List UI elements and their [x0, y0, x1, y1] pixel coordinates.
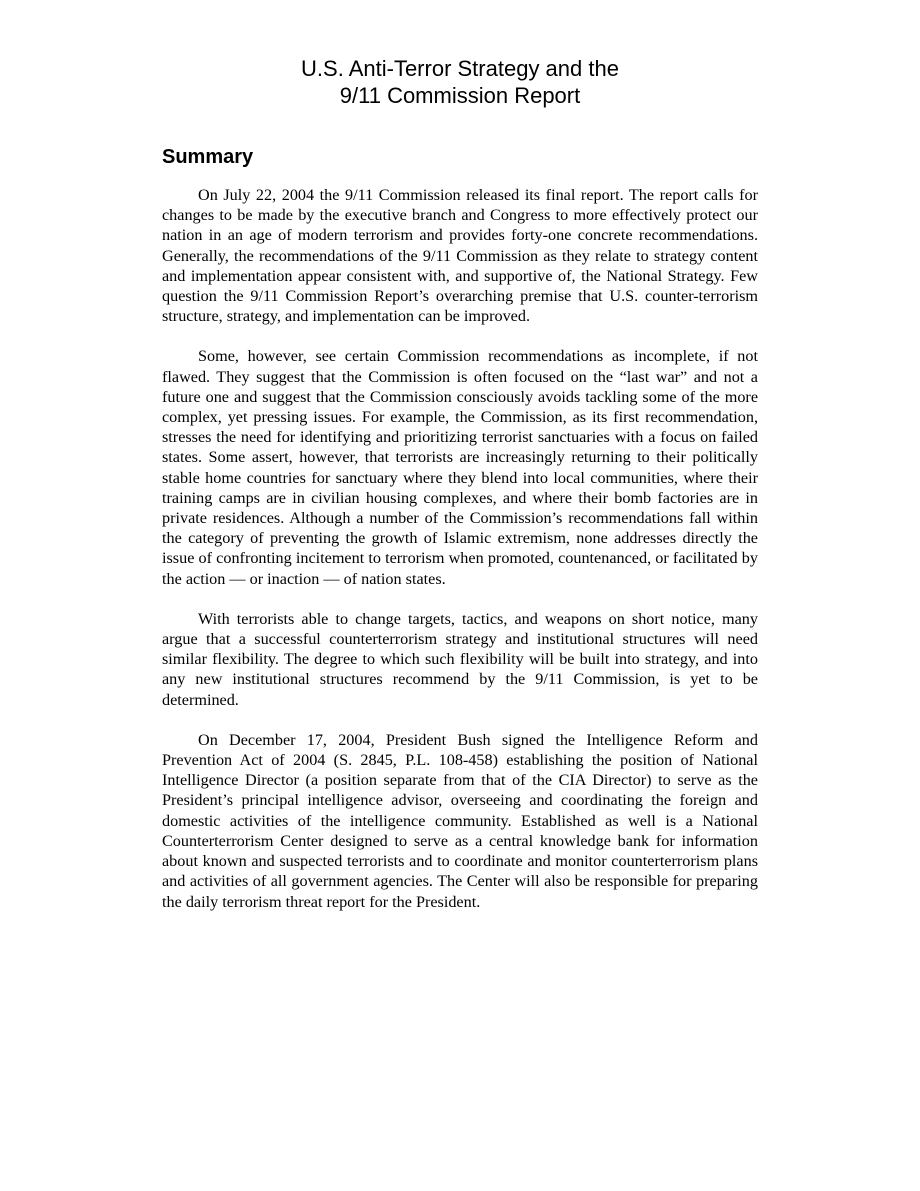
paragraph-3: With terrorists able to change targets, tactics, and weapons on short notice, many argue that a successful counterterrorism strategy and institutional structures will need similar flexibility. The degree to which such flexibility will be built into strategy, and into any new institutional structures recommend by the 9/11 Commission, is yet to be determined.: [162, 609, 758, 709]
document-title: [162, 55, 758, 109]
paragraph-2: Some, however, see certain Commission recommendations as incomplete, if not flawed. They suggest that the Commission is often focused on the “last war” and not a future one and suggest that the Commission consciously avoids tackling some of the more complex, yet pressing issues. For example, the Commission, as its first recommendation, stresses the need for identifying and prioritizing terrorist sanctuaries with a focus on failed states. Some assert, however, that terrorists are increasingly returning to their politically stable home countries for sanctuary where they blend into local communities, where their training camps are in civilian housing complexes, and where their bomb factories are in private residences. Although a number of the Commission’s recommendations fall within the category of preventing the growth of Islamic extremism, none addresses directly the issue of confronting incitement to terrorism when promoted, countenanced, or facilitated by the action — or inaction — of nation states.: [162, 347, 758, 588]
document-page: [162, 0, 758, 932]
paragraph-1: On July 22, 2004 the 9/11 Commission released its final report. The report calls for changes to be made by the executive branch and Congress to more effectively protect our nation in an age of modern terrorism and provides forty-one concrete recommendations. Generally, the recommendations of the 9/11 Commission as they relate to strategy content and implementation appear consistent with, and supportive of, the National Strategy. Few question the 9/11 Commission Report’s overarching premise that U.S. counter-terrorism structure, strategy, and implementation can be improved.: [162, 186, 758, 326]
paragraph-4: On December 17, 2004, President Bush signed the Intelligence Reform and Prevention Act of 2004 (S. 2845, P.L. 108-458) establishing the position of National Intelligence Director (a position separate from that of the CIA Director) to serve as the President’s principal intelligence advisor, overseeing and coordinating the foreign and domestic activities of the intelligence community. Established as well is a National Counterterrorism Center designed to serve as a central knowledge bank for information about known and suspected terrorists and to coordinate and monitor counterterrorism plans and activities of all government agencies. The Center will also be responsible for preparing the daily terrorism threat report for the President.: [162, 730, 758, 911]
title-line-1: U.S. Anti-Terror Strategy and the: [301, 56, 619, 81]
section-heading-summary: Summary: [162, 146, 254, 168]
title-line-2: 9/11 Commission Report: [339, 83, 581, 108]
